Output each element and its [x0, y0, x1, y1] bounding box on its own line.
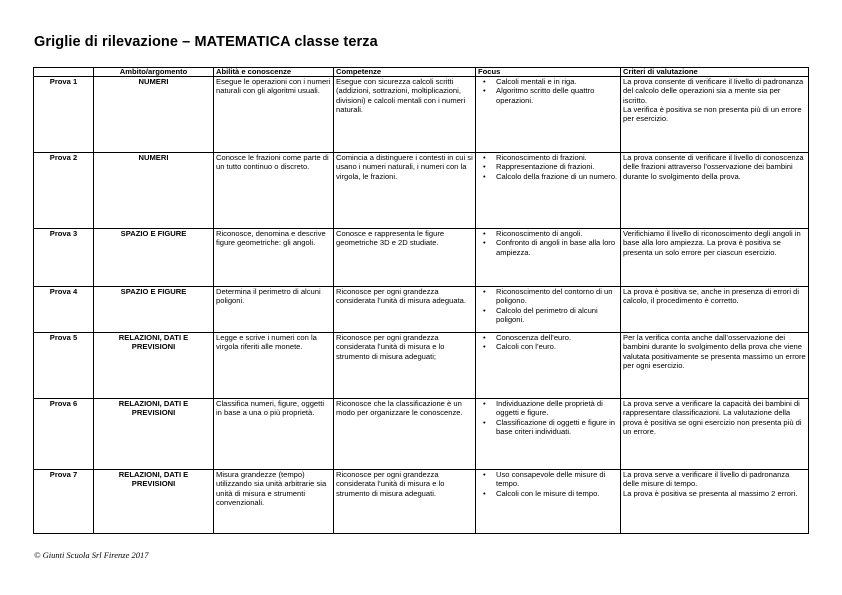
focus-item: • Algoritmo scritto delle quattro operazioni.: [478, 86, 618, 105]
ambito-cell: NUMERI: [94, 77, 214, 153]
criteri-cell: [621, 229, 809, 287]
header-row: [34, 68, 809, 77]
focus-cell: [476, 287, 621, 333]
abilita-cell: Classifica numeri, figure, oggetti in base a una o più proprietà.: [214, 399, 334, 470]
prova-label: Prova 3: [34, 229, 94, 287]
table-row: [34, 229, 809, 287]
focus-item: • Calcoli con l’euro.: [478, 342, 618, 351]
table-row: [34, 333, 809, 399]
table-row: [34, 399, 809, 470]
prova-label: Prova 2: [34, 153, 94, 229]
criteri-text: Verifichiamo il livello di riconoscimento degli angoli in base alla loro ampiezza. La prova è positiva se presenta un solo errore per ciascun esercizio.: [623, 229, 801, 257]
ambito-cell: RELAZIONI, DATI E PREVISIONI: [94, 470, 214, 534]
focus-item: • Riconoscimento di angoli.: [478, 229, 618, 238]
focus-item: • Calcolo della frazione di un numero.: [478, 172, 618, 181]
criteri-text: La prova consente di verificare il livello di conoscenza delle frazioni attraverso l’osservazione dei bambini durante lo svolgimento della prova.: [623, 153, 804, 181]
header-abilita: Abilità e conoscenze: [214, 68, 334, 77]
focus-cell: [476, 470, 621, 534]
table-row: [34, 470, 809, 534]
competenze-cell: Conosce e rappresenta le figure geometriche 3D e 2D studiate.: [334, 229, 476, 287]
competenze-cell: Riconosce per ogni grandezza considerata l’unità di misura e lo strumento di misura adeguati;: [334, 333, 476, 399]
table-row: [34, 287, 809, 333]
prova-label: Prova 4: [34, 287, 94, 333]
page-title: Griglie di rilevazione – MATEMATICA classe terza: [34, 34, 378, 50]
criteri-text: La prova è positiva se, anche in presenza di errori di calcolo, il procedimento è corretto.: [623, 287, 800, 306]
focus-item: • Classificazione di oggetti e figure in base criteri individuati.: [478, 418, 618, 437]
criteri-cell: [621, 470, 809, 534]
abilita-cell: Legge e scrive i numeri con la virgola riferiti alle monete.: [214, 333, 334, 399]
competenze-cell: Riconosce che la classificazione è un modo per organizzare le conoscenze.: [334, 399, 476, 470]
prova-label: Prova 7: [34, 470, 94, 534]
criteri-cell: [621, 153, 809, 229]
table-row: [34, 153, 809, 229]
focus-cell: [476, 153, 621, 229]
criteri-text: La verifica è positiva se non presenta più di un errore per esercizio.: [623, 104, 802, 124]
focus-item: • Calcoli mentali e in riga.: [478, 77, 618, 86]
ambito-cell: RELAZIONI, DATI E PREVISIONI: [94, 333, 214, 399]
criteri-text: La prova è positiva se presenta al massimo 2 errori.: [623, 488, 798, 498]
ambito-cell: NUMERI: [94, 153, 214, 229]
focus-item: • Individuazione delle proprietà di oggetti e figure.: [478, 399, 618, 418]
ambito-cell: SPAZIO E FIGURE: [94, 229, 214, 287]
focus-item: • Calcoli con le misure di tempo.: [478, 489, 618, 498]
focus-item: • Confronto di angoli in base alla loro ampiezza.: [478, 238, 618, 257]
table-row: [34, 77, 809, 153]
focus-item: • Calcolo del perimetro di alcuni poligoni.: [478, 306, 618, 325]
focus-cell: [476, 229, 621, 287]
ambito-cell: RELAZIONI, DATI E PREVISIONI: [94, 399, 214, 470]
ambito-cell: SPAZIO E FIGURE: [94, 287, 214, 333]
criteri-text: La prova consente di verificare il livello di padronanza del calcolo delle operazioni sia a mente sia per iscritto.: [623, 77, 804, 105]
focus-cell: [476, 399, 621, 470]
prova-label: Prova 5: [34, 333, 94, 399]
focus-item: • Rappresentazione di frazioni.: [478, 162, 618, 171]
header-competenze: Competenze: [334, 68, 476, 77]
header-prova: [34, 68, 94, 77]
criteri-text: Per la verifica conta anche dall’osservazione dei bambini durante lo svolgimento della prova che viene valutata positivamente se presenta massimo un errore per ogni esercizio.: [623, 333, 806, 370]
criteri-cell: [621, 77, 809, 153]
prova-label: Prova 6: [34, 399, 94, 470]
competenze-cell: Riconosce per ogni grandezza considerata l’unità di misura e lo strumento di misura adeguati.: [334, 470, 476, 534]
criteri-text: La prova serve a verificare la capacità dei bambini di rappresentare classificazioni. La valutazione della prova è positiva se ogni esercizio non presenta più di un errore.: [623, 399, 802, 436]
focus-cell: [476, 77, 621, 153]
criteri-text: La prova serve a verificare il livello di padronanza delle misure di tempo.: [623, 470, 790, 489]
prova-label: Prova 1: [34, 77, 94, 153]
abilita-cell: Esegue le operazioni con i numeri naturali con gli algoritmi usuali.: [214, 77, 334, 153]
focus-item: • Riconoscimento di frazioni.: [478, 153, 618, 162]
focus-item: • Riconoscimento del contorno di un poligono.: [478, 287, 618, 306]
header-criteri: Criteri di valutazione: [621, 68, 809, 77]
abilita-cell: Conosce le frazioni come parte di un tutto continuo o discreto.: [214, 153, 334, 229]
header-focus: Focus: [476, 68, 621, 77]
focus-cell: [476, 333, 621, 399]
evaluation-grid-table: [33, 67, 809, 534]
competenze-cell: Comincia a distinguere i contesti in cui si usano i numeri naturali, i numeri con la virgola, le frazioni.: [334, 153, 476, 229]
focus-item: • Uso consapevole delle misure di tempo.: [478, 470, 618, 489]
competenze-cell: Esegue con sicurezza calcoli scritti (addizioni, sottrazioni, moltiplicazioni, divisioni) e calcoli mentali con i numeri naturali.: [334, 77, 476, 153]
criteri-cell: [621, 399, 809, 470]
abilita-cell: Riconosce, denomina e descrive figure geometriche: gli angoli.: [214, 229, 334, 287]
header-ambito: Ambito/argomento: [94, 68, 214, 77]
copyright-footer: © Giunti Scuola Srl Firenze 2017: [34, 550, 149, 560]
competenze-cell: Riconosce per ogni grandezza considerata l’unità di misura adeguata.: [334, 287, 476, 333]
criteri-cell: [621, 333, 809, 399]
criteri-cell: [621, 287, 809, 333]
abilita-cell: Determina il perimetro di alcuni poligoni.: [214, 287, 334, 333]
abilita-cell: Misura grandezze (tempo) utilizzando sia unità arbitrarie sia unità di misura e strumenti convenzionali.: [214, 470, 334, 534]
focus-item: • Conoscenza dell’euro.: [478, 333, 618, 342]
